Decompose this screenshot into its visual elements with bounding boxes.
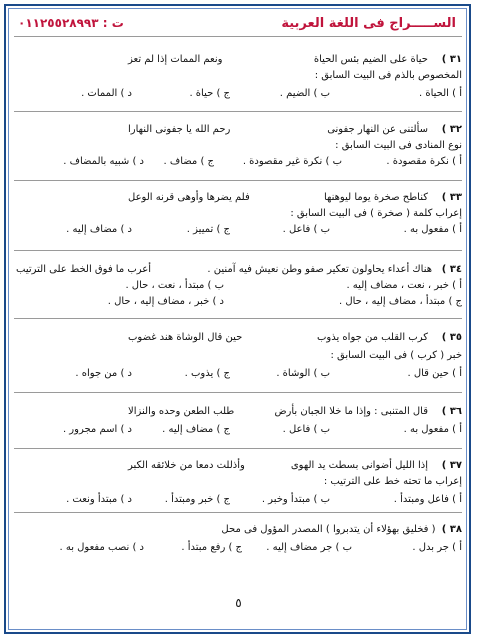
option-d[interactable]: د ) الممات . xyxy=(81,88,132,99)
option-d[interactable]: د ) من جواه . xyxy=(75,368,132,379)
option-b[interactable]: ب ) الضيم . xyxy=(279,88,330,99)
option-a[interactable]: أ ) مفعول به . xyxy=(403,424,462,435)
option-a[interactable]: أ ) فاعل ومبتدأ . xyxy=(393,494,462,505)
verse-first-half: كناطح صخرة يوما ليوهنها xyxy=(323,192,428,203)
answer-options-row1 xyxy=(16,280,462,294)
option-a[interactable]: أ ) حين قال . xyxy=(407,368,462,379)
option-b[interactable]: ب ) فاعل . xyxy=(282,224,330,235)
option-c[interactable]: ج ) رفع مبتدأ . xyxy=(181,542,242,553)
option-b[interactable]: ب ) الوشاة . xyxy=(276,368,330,379)
option-d[interactable]: د ) نصب مفعول به . xyxy=(59,542,144,553)
verse-first-half: قال المتنبى : وإذا ما خلا الجبان بأرض xyxy=(274,406,428,417)
question-number: ٣٢ ) xyxy=(441,124,462,135)
verse-second-half: وأذللت دمعا من خلائقه الكبر xyxy=(128,460,245,471)
answer-options xyxy=(16,88,462,102)
option-c[interactable]: ج ) مضاف . xyxy=(163,156,214,167)
verse-second-half: ونعم الممات إذا لم تعز xyxy=(128,54,223,65)
option-c[interactable]: ج ) حياة . xyxy=(189,88,230,99)
option-a[interactable]: أ ) نكرة مقصودة . xyxy=(386,156,462,167)
question-sentence: هناك أعداء يحاولون تعكير صفو وطن نعيش فيه آمنين . xyxy=(207,264,432,275)
question-prompt: خبر ( كرب ) فى البيت السابق : xyxy=(330,350,462,361)
option-c[interactable]: ج ) خبر ومبتدأ . xyxy=(164,494,230,505)
question-number: ٣٨ ) xyxy=(441,524,462,535)
verse-second-half: رحم الله يا جفونى النهارا xyxy=(128,124,231,135)
answer-options xyxy=(16,494,462,508)
question-number: ٣٧ ) xyxy=(441,460,462,471)
verse-first-half: سألتنى عن النهار جفونى xyxy=(327,124,428,135)
option-c[interactable]: ج ) تمييز . xyxy=(186,224,230,235)
option-a[interactable]: أ ) جر بدل . xyxy=(412,542,462,553)
option-b[interactable]: ب ) مبتدأ وخبر . xyxy=(261,494,330,505)
verse-second-half: فلم يضرها وأوهى قرنه الوعل xyxy=(128,192,250,203)
option-b[interactable]: ب ) جر مضاف إليه . xyxy=(266,542,352,553)
question-prompt: إعراب كلمة ( صخرة ) فى البيت السابق : xyxy=(290,208,462,219)
header-title: الســـــراج فى اللغة العربية xyxy=(281,16,456,31)
question-divider xyxy=(14,448,462,449)
verse-first-half: كرب القلب من جواه يذوب xyxy=(316,332,428,343)
verse-first-half: حياة على الضيم بئس الحياة xyxy=(313,54,428,65)
question-prompt: المخصوص بالذم فى البيت السابق : xyxy=(314,70,462,81)
question-number: ٣١ ) xyxy=(441,54,462,65)
answer-options xyxy=(16,156,462,170)
verse-second-half: حين قال الوشاة هند غضوب xyxy=(128,332,243,343)
option-d[interactable]: د ) خبر ، مضاف إليه ، حال . xyxy=(107,296,224,307)
question-number: ٣٦ ) xyxy=(441,406,462,417)
option-d[interactable]: د ) شبيه بالمضاف . xyxy=(63,156,144,167)
verse-first-half: إذا الليل أضوانى بسطت يد الهوى xyxy=(290,460,428,471)
answer-options xyxy=(16,542,462,556)
page-header xyxy=(14,14,462,36)
question-divider xyxy=(14,111,462,112)
option-c[interactable]: ج ) يذوب . xyxy=(184,368,230,379)
page-number: ٥ xyxy=(235,596,242,610)
answer-options xyxy=(16,224,462,238)
question-divider xyxy=(14,180,462,181)
question-divider xyxy=(14,318,462,319)
option-a[interactable]: أ ) الحياة . xyxy=(419,88,462,99)
option-a[interactable]: أ ) مفعول به . xyxy=(403,224,462,235)
question-instruction: أعرب ما فوق الخط على الترتيب xyxy=(16,264,152,275)
answer-options xyxy=(16,368,462,382)
option-c[interactable]: ج ) مبتدأ ، مضاف إليه ، حال . xyxy=(339,296,462,307)
option-a[interactable]: أ ) خبر ، نعت ، مضاف إليه . xyxy=(346,280,462,291)
verse-second-half: طلب الطعن وحده والنزالا xyxy=(128,406,235,417)
question-prompt: نوع المنادى فى البيت السابق : xyxy=(335,140,462,151)
question-sentence: فخليق بهؤلاء أن يتدبروا ) المصدر المؤول فى محل xyxy=(221,524,429,535)
option-c[interactable]: ج ) مضاف إليه . xyxy=(162,424,230,435)
option-d[interactable]: د ) اسم مجرور . xyxy=(62,424,132,435)
option-d[interactable]: د ) مبتدأ ونعت . xyxy=(66,494,132,505)
header-phone: ت : ٠١١٢٥٥٢٨٩٩٣ xyxy=(18,16,124,30)
option-b[interactable]: ب ) مبتدأ ، نعت ، حال . xyxy=(125,280,224,291)
question-number: ٣٤ ) xyxy=(441,264,462,275)
question-divider xyxy=(14,250,462,251)
question-divider xyxy=(14,512,462,513)
question-number: ٣٥ ) xyxy=(441,332,462,343)
header-divider xyxy=(14,36,462,37)
option-b[interactable]: ب ) نكرة غير مقصودة . xyxy=(242,156,342,167)
answer-options-row2 xyxy=(16,296,462,310)
question-divider xyxy=(14,392,462,393)
question-number: ٣٣ ) xyxy=(441,192,462,203)
option-b[interactable]: ب ) فاعل . xyxy=(282,424,330,435)
option-d[interactable]: د ) مضاف إليه . xyxy=(66,224,132,235)
answer-options xyxy=(16,424,462,438)
question-prompt: إعراب ما تحته خط على الترتيب : xyxy=(323,476,462,487)
open-paren: ( xyxy=(431,524,436,535)
